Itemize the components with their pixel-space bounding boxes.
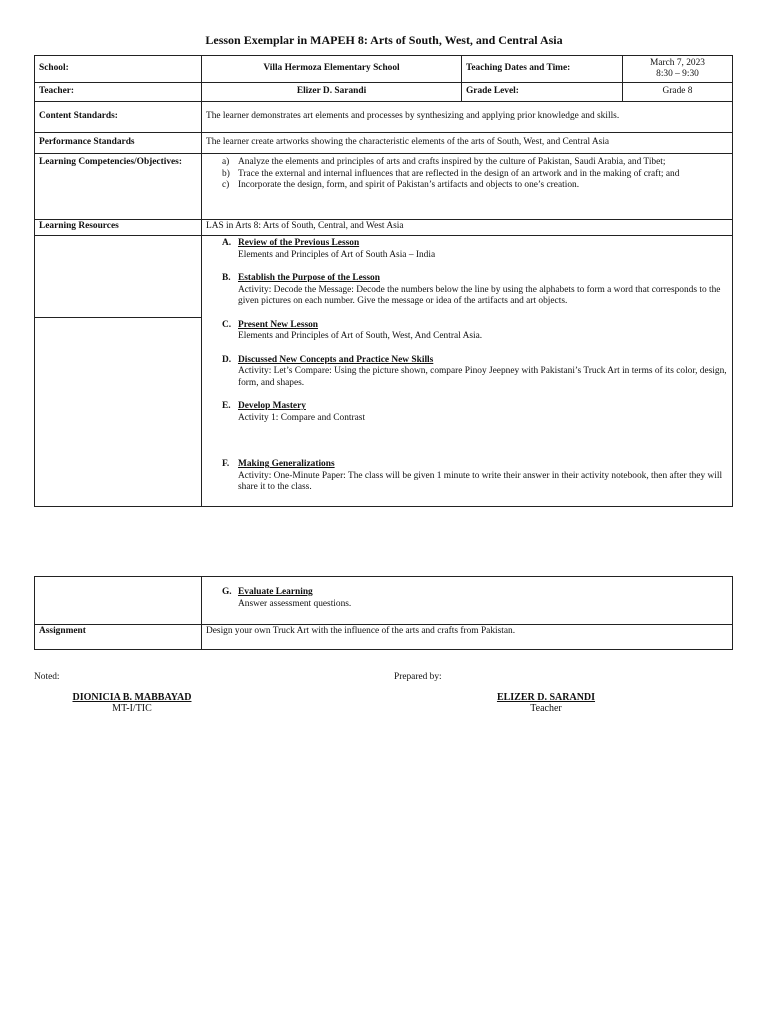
assignment-value: Design your own Truck Art with the influence of the arts and crafts from Pakistan. [202, 625, 733, 650]
lesson-table-continued [34, 576, 733, 650]
resources-label: Learning Resources [35, 220, 202, 236]
noted-role: MT-I/TIC [112, 703, 152, 714]
content-standards-label: Content Standards: [35, 102, 202, 133]
grade-value: Grade 8 [623, 83, 733, 102]
teaching-dates-label: Teaching Dates and Time: [462, 56, 623, 83]
procedure-b: B. Establish the Purpose of the Lesson Activity: Decode the Message: Decode the numbers below the line by using the alphabets to form a word that corresponds to the given pictures on each number. Give the message or idea of the artifacts and art objects. [222, 273, 721, 306]
teaching-date: March 7, 2023 [650, 57, 705, 68]
prepared-signatory [466, 692, 626, 714]
procedure-d: D. Discussed New Concepts and Practice New Skills Activity: Let’s Compare: Using the picture shown, compare Pinoy Jeepney with Pakistani’s Truck Art in terms of its color, design, form, and shapes. [222, 354, 727, 388]
procedure-g: G. Evaluate Learning Answer assessment questions. [222, 587, 352, 609]
prepared-role: Teacher [530, 703, 562, 714]
competency-item: a) Analyze the elements and principles of arts and crafts inspired by the culture of Pakistan, Saudi Arabia, and Tibet; [222, 157, 666, 167]
school-value: Villa Hermoza Elementary School [202, 56, 462, 83]
document-title: Lesson Exemplar in MAPEH 8: Arts of South, West, and Central Asia [205, 33, 563, 47]
prepared-name: ELIZER D. SARANDI [496, 692, 596, 703]
procedure-a: A. Review of the Previous Lesson Elements and Principles of Art of South Asia – India [222, 238, 436, 260]
grade-label: Grade Level: [462, 83, 623, 102]
procedure-c: C. Present New Lesson Elements and Principles of Art of South, West, And Central Asia. [222, 319, 483, 341]
teaching-time: 8:30 – 9:30 [656, 69, 699, 79]
competency-item: c) Incorporate the design, form, and spirit of Pakistan’s artifacts and objects to one’s creation. [222, 180, 580, 190]
teacher-label: Teacher: [35, 83, 202, 102]
performance-standards-label: Performance Standards [35, 133, 202, 154]
assignment-label: Assignment [35, 625, 202, 650]
school-label: School: [35, 56, 202, 83]
competencies-label: Learning Competencies/Objectives: [35, 154, 202, 220]
resources-value: LAS in Arts 8: Arts of South, Central, and West Asia [202, 220, 733, 236]
evaluate-cell [202, 577, 733, 625]
teacher-value: Elizer D. Sarandi [202, 83, 462, 102]
performance-standards-value: The learner create artworks showing the characteristic elements of the arts of South, West, and Central Asia [202, 133, 733, 154]
noted-label: Noted: [34, 672, 60, 682]
competencies-list [202, 154, 733, 220]
procedures-left-cell [35, 236, 202, 507]
prepared-label: Prepared by: [394, 672, 442, 682]
procedure-f: F. Making Generalizations Activity: One-Minute Paper: The class will be given 1 minute to write their answer in their activity notebook, then after they will share it to the class. [222, 459, 723, 492]
noted-name: DIONICIA B. MABBAYAD [72, 692, 192, 703]
content-standards-value: The learner demonstrates art elements and processes by synthesizing and applying prior knowledge and skills. [202, 102, 733, 133]
evaluate-left-cell [35, 577, 202, 625]
competency-item: b) Trace the external and internal influences that are reflected in the design of an artwork and in the making of craft; and [222, 168, 680, 179]
teaching-dates-value [623, 56, 733, 83]
noted-signatory [52, 692, 212, 714]
procedures-cell [202, 236, 733, 507]
lesson-table [34, 55, 733, 507]
procedure-e: E. Develop Mastery Activity 1: Compare and Contrast [222, 401, 366, 423]
